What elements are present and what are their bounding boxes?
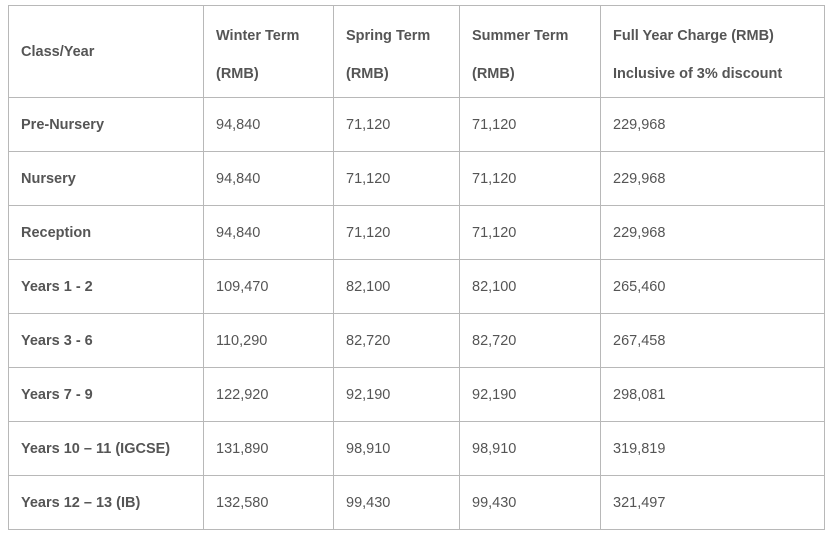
full-year-cell: 267,458 bbox=[601, 314, 825, 368]
table-row bbox=[9, 206, 825, 260]
spring-cell: 71,120 bbox=[334, 98, 460, 152]
spring-cell: 92,190 bbox=[334, 368, 460, 422]
summer-cell: 71,120 bbox=[460, 206, 601, 260]
class-cell: Years 1 - 2 bbox=[9, 260, 204, 314]
spring-cell: 71,120 bbox=[334, 206, 460, 260]
winter-cell: 94,840 bbox=[204, 206, 334, 260]
winter-cell: 94,840 bbox=[204, 152, 334, 206]
full-year-cell: 229,968 bbox=[601, 206, 825, 260]
winter-cell: 110,290 bbox=[204, 314, 334, 368]
table-row bbox=[9, 476, 825, 530]
full-year-cell: 229,968 bbox=[601, 98, 825, 152]
header-full-year bbox=[601, 6, 825, 98]
spring-cell: 82,720 bbox=[334, 314, 460, 368]
header-spring-line-1: Spring Term bbox=[346, 28, 431, 44]
class-cell: Nursery bbox=[9, 152, 204, 206]
summer-cell: 99,430 bbox=[460, 476, 601, 530]
full-year-cell: 229,968 bbox=[601, 152, 825, 206]
table-row bbox=[9, 98, 825, 152]
header-spring-line-2: (RMB) bbox=[346, 66, 389, 82]
header-row bbox=[9, 6, 825, 98]
header-winter-line-2: (RMB) bbox=[216, 66, 259, 82]
winter-cell: 94,840 bbox=[204, 98, 334, 152]
header-summer-line-1: Summer Term bbox=[472, 28, 569, 44]
header-full-year-line-2: Inclusive of 3% discount bbox=[613, 66, 783, 82]
summer-cell: 82,100 bbox=[460, 260, 601, 314]
class-cell: Years 3 - 6 bbox=[9, 314, 204, 368]
summer-cell: 71,120 bbox=[460, 98, 601, 152]
spring-cell: 82,100 bbox=[334, 260, 460, 314]
spring-cell: 98,910 bbox=[334, 422, 460, 476]
class-cell: Years 12 – 13 (IB) bbox=[9, 476, 204, 530]
spring-cell: 71,120 bbox=[334, 152, 460, 206]
header-winter-line-1: Winter Term bbox=[216, 28, 300, 44]
summer-cell: 71,120 bbox=[460, 152, 601, 206]
header-class-year: Class/Year bbox=[9, 6, 204, 98]
header-full-year-line-1: Full Year Charge (RMB) bbox=[613, 28, 774, 44]
summer-cell: 98,910 bbox=[460, 422, 601, 476]
header-summer-term bbox=[460, 6, 601, 98]
winter-cell: 132,580 bbox=[204, 476, 334, 530]
full-year-cell: 265,460 bbox=[601, 260, 825, 314]
winter-cell: 122,920 bbox=[204, 368, 334, 422]
summer-cell: 82,720 bbox=[460, 314, 601, 368]
table-row bbox=[9, 368, 825, 422]
header-summer-line-2: (RMB) bbox=[472, 66, 515, 82]
full-year-cell: 321,497 bbox=[601, 476, 825, 530]
winter-cell: 109,470 bbox=[204, 260, 334, 314]
header-spring-term bbox=[334, 6, 460, 98]
winter-cell: 131,890 bbox=[204, 422, 334, 476]
fee-table bbox=[8, 5, 825, 530]
class-cell: Reception bbox=[9, 206, 204, 260]
class-cell: Years 7 - 9 bbox=[9, 368, 204, 422]
full-year-cell: 298,081 bbox=[601, 368, 825, 422]
class-cell: Pre-Nursery bbox=[9, 98, 204, 152]
table-row bbox=[9, 152, 825, 206]
spring-cell: 99,430 bbox=[334, 476, 460, 530]
header-winter-term bbox=[204, 6, 334, 98]
class-cell: Years 10 – 11 (IGCSE) bbox=[9, 422, 204, 476]
table-row bbox=[9, 314, 825, 368]
full-year-cell: 319,819 bbox=[601, 422, 825, 476]
table-row bbox=[9, 422, 825, 476]
summer-cell: 92,190 bbox=[460, 368, 601, 422]
table-row bbox=[9, 260, 825, 314]
